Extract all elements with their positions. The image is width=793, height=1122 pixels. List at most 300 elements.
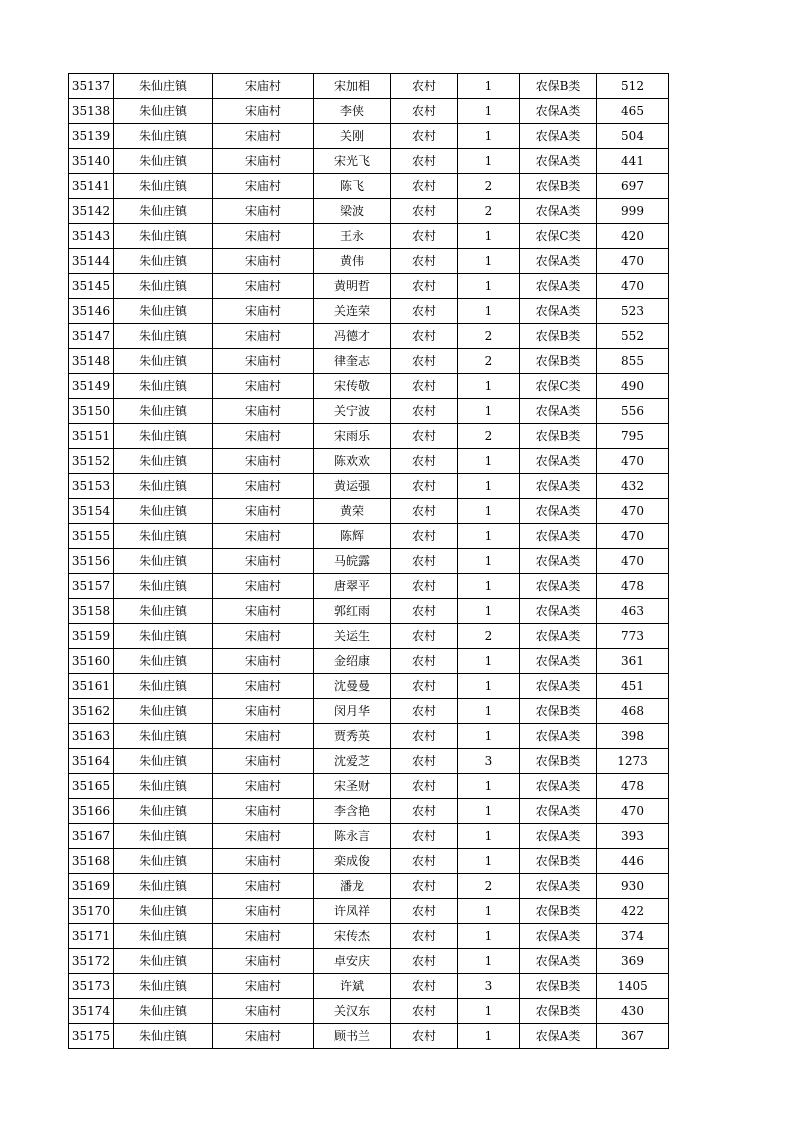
table-row <box>69 924 669 949</box>
table-row <box>69 349 669 374</box>
amount-cell: 451 <box>597 674 669 699</box>
record-id-cell: 35154 <box>69 499 114 524</box>
table-row <box>69 724 669 749</box>
record-id-cell: 35167 <box>69 824 114 849</box>
record-id-cell: 35161 <box>69 674 114 699</box>
table-row <box>69 599 669 624</box>
record-id-cell: 35147 <box>69 324 114 349</box>
town-cell: 朱仙庄镇 <box>114 324 213 349</box>
category-cell: 农保A类 <box>520 924 597 949</box>
amount-cell: 999 <box>597 199 669 224</box>
member-count-cell: 1 <box>458 699 520 724</box>
name-cell: 黄伟 <box>314 249 391 274</box>
village-cell: 宋庙村 <box>213 799 314 824</box>
amount-cell: 446 <box>597 849 669 874</box>
table-row <box>69 249 669 274</box>
household-type-cell: 农村 <box>391 549 458 574</box>
village-cell: 宋庙村 <box>213 1024 314 1049</box>
record-id-cell: 35173 <box>69 974 114 999</box>
record-id-cell: 35153 <box>69 474 114 499</box>
village-cell: 宋庙村 <box>213 249 314 274</box>
name-cell: 郭红雨 <box>314 599 391 624</box>
table-row <box>69 174 669 199</box>
record-id-cell: 35174 <box>69 999 114 1024</box>
household-type-cell: 农村 <box>391 524 458 549</box>
town-cell: 朱仙庄镇 <box>114 649 213 674</box>
name-cell: 关连荣 <box>314 299 391 324</box>
name-cell: 宋圣财 <box>314 774 391 799</box>
amount-cell: 478 <box>597 774 669 799</box>
village-cell: 宋庙村 <box>213 224 314 249</box>
member-count-cell: 1 <box>458 124 520 149</box>
household-type-cell: 农村 <box>391 999 458 1024</box>
record-id-cell: 35164 <box>69 749 114 774</box>
town-cell: 朱仙庄镇 <box>114 799 213 824</box>
town-cell: 朱仙庄镇 <box>114 274 213 299</box>
records-table-body <box>69 74 669 1049</box>
town-cell: 朱仙庄镇 <box>114 549 213 574</box>
record-id-cell: 35140 <box>69 149 114 174</box>
table-row <box>69 649 669 674</box>
town-cell: 朱仙庄镇 <box>114 199 213 224</box>
household-type-cell: 农村 <box>391 699 458 724</box>
household-type-cell: 农村 <box>391 674 458 699</box>
amount-cell: 478 <box>597 574 669 599</box>
village-cell: 宋庙村 <box>213 324 314 349</box>
member-count-cell: 1 <box>458 549 520 574</box>
town-cell: 朱仙庄镇 <box>114 474 213 499</box>
name-cell: 律奎志 <box>314 349 391 374</box>
record-id-cell: 35145 <box>69 274 114 299</box>
household-type-cell: 农村 <box>391 774 458 799</box>
category-cell: 农保B类 <box>520 699 597 724</box>
table-row <box>69 824 669 849</box>
member-count-cell: 1 <box>458 1024 520 1049</box>
household-type-cell: 农村 <box>391 599 458 624</box>
record-id-cell: 35146 <box>69 299 114 324</box>
record-id-cell: 35157 <box>69 574 114 599</box>
name-cell: 陈欢欢 <box>314 449 391 474</box>
name-cell: 黄运强 <box>314 474 391 499</box>
table-row <box>69 774 669 799</box>
name-cell: 黄荣 <box>314 499 391 524</box>
town-cell: 朱仙庄镇 <box>114 974 213 999</box>
town-cell: 朱仙庄镇 <box>114 174 213 199</box>
name-cell: 李含艳 <box>314 799 391 824</box>
table-row <box>69 449 669 474</box>
town-cell: 朱仙庄镇 <box>114 249 213 274</box>
amount-cell: 465 <box>597 99 669 124</box>
member-count-cell: 2 <box>458 874 520 899</box>
town-cell: 朱仙庄镇 <box>114 149 213 174</box>
village-cell: 宋庙村 <box>213 549 314 574</box>
amount-cell: 512 <box>597 74 669 99</box>
record-id-cell: 35142 <box>69 199 114 224</box>
table-row <box>69 874 669 899</box>
amount-cell: 470 <box>597 499 669 524</box>
town-cell: 朱仙庄镇 <box>114 524 213 549</box>
town-cell: 朱仙庄镇 <box>114 574 213 599</box>
table-row <box>69 849 669 874</box>
amount-cell: 470 <box>597 799 669 824</box>
village-cell: 宋庙村 <box>213 374 314 399</box>
category-cell: 农保A类 <box>520 774 597 799</box>
village-cell: 宋庙村 <box>213 949 314 974</box>
category-cell: 农保A类 <box>520 299 597 324</box>
town-cell: 朱仙庄镇 <box>114 349 213 374</box>
name-cell: 许斌 <box>314 974 391 999</box>
town-cell: 朱仙庄镇 <box>114 599 213 624</box>
household-type-cell: 农村 <box>391 499 458 524</box>
category-cell: 农保A类 <box>520 99 597 124</box>
name-cell: 梁波 <box>314 199 391 224</box>
record-id-cell: 35148 <box>69 349 114 374</box>
name-cell: 关汉东 <box>314 999 391 1024</box>
name-cell: 许凤祥 <box>314 899 391 924</box>
village-cell: 宋庙村 <box>213 199 314 224</box>
town-cell: 朱仙庄镇 <box>114 849 213 874</box>
village-cell: 宋庙村 <box>213 849 314 874</box>
record-id-cell: 35160 <box>69 649 114 674</box>
category-cell: 农保A类 <box>520 199 597 224</box>
category-cell: 农保A类 <box>520 549 597 574</box>
village-cell: 宋庙村 <box>213 474 314 499</box>
household-type-cell: 农村 <box>391 349 458 374</box>
amount-cell: 490 <box>597 374 669 399</box>
amount-cell: 463 <box>597 599 669 624</box>
member-count-cell: 1 <box>458 249 520 274</box>
category-cell: 农保A类 <box>520 474 597 499</box>
town-cell: 朱仙庄镇 <box>114 674 213 699</box>
amount-cell: 470 <box>597 524 669 549</box>
table-row <box>69 624 669 649</box>
category-cell: 农保A类 <box>520 649 597 674</box>
category-cell: 农保B类 <box>520 74 597 99</box>
table-row <box>69 549 669 574</box>
category-cell: 农保A类 <box>520 499 597 524</box>
amount-cell: 393 <box>597 824 669 849</box>
table-row <box>69 424 669 449</box>
member-count-cell: 1 <box>458 774 520 799</box>
town-cell: 朱仙庄镇 <box>114 699 213 724</box>
member-count-cell: 1 <box>458 449 520 474</box>
category-cell: 农保B类 <box>520 174 597 199</box>
category-cell: 农保B类 <box>520 324 597 349</box>
member-count-cell: 1 <box>458 574 520 599</box>
category-cell: 农保A类 <box>520 674 597 699</box>
record-id-cell: 35169 <box>69 874 114 899</box>
household-type-cell: 农村 <box>391 974 458 999</box>
record-id-cell: 35143 <box>69 224 114 249</box>
household-type-cell: 农村 <box>391 949 458 974</box>
village-cell: 宋庙村 <box>213 649 314 674</box>
category-cell: 农保B类 <box>520 424 597 449</box>
household-type-cell: 农村 <box>391 374 458 399</box>
amount-cell: 468 <box>597 699 669 724</box>
town-cell: 朱仙庄镇 <box>114 1024 213 1049</box>
amount-cell: 930 <box>597 874 669 899</box>
name-cell: 关运生 <box>314 624 391 649</box>
name-cell: 陈辉 <box>314 524 391 549</box>
category-cell: 农保A类 <box>520 274 597 299</box>
household-type-cell: 农村 <box>391 199 458 224</box>
household-type-cell: 农村 <box>391 324 458 349</box>
amount-cell: 361 <box>597 649 669 674</box>
name-cell: 王永 <box>314 224 391 249</box>
name-cell: 金绍康 <box>314 649 391 674</box>
village-cell: 宋庙村 <box>213 499 314 524</box>
record-id-cell: 35168 <box>69 849 114 874</box>
name-cell: 唐翠平 <box>314 574 391 599</box>
record-id-cell: 35166 <box>69 799 114 824</box>
member-count-cell: 1 <box>458 499 520 524</box>
member-count-cell: 1 <box>458 274 520 299</box>
category-cell: 农保A类 <box>520 124 597 149</box>
name-cell: 栾成俊 <box>314 849 391 874</box>
member-count-cell: 2 <box>458 624 520 649</box>
name-cell: 潘龙 <box>314 874 391 899</box>
name-cell: 马皖露 <box>314 549 391 574</box>
town-cell: 朱仙庄镇 <box>114 374 213 399</box>
table-row <box>69 699 669 724</box>
record-id-cell: 35141 <box>69 174 114 199</box>
table-row <box>69 899 669 924</box>
record-id-cell: 35150 <box>69 399 114 424</box>
member-count-cell: 1 <box>458 799 520 824</box>
household-type-cell: 农村 <box>391 449 458 474</box>
record-id-cell: 35171 <box>69 924 114 949</box>
village-cell: 宋庙村 <box>213 274 314 299</box>
category-cell: 农保B类 <box>520 999 597 1024</box>
record-id-cell: 35172 <box>69 949 114 974</box>
town-cell: 朱仙庄镇 <box>114 449 213 474</box>
table-row <box>69 524 669 549</box>
category-cell: 农保A类 <box>520 874 597 899</box>
household-type-cell: 农村 <box>391 249 458 274</box>
amount-cell: 1273 <box>597 749 669 774</box>
village-cell: 宋庙村 <box>213 74 314 99</box>
name-cell: 陈永言 <box>314 824 391 849</box>
member-count-cell: 1 <box>458 374 520 399</box>
amount-cell: 795 <box>597 424 669 449</box>
member-count-cell: 2 <box>458 424 520 449</box>
village-cell: 宋庙村 <box>213 624 314 649</box>
record-id-cell: 35159 <box>69 624 114 649</box>
amount-cell: 470 <box>597 249 669 274</box>
table-row <box>69 674 669 699</box>
member-count-cell: 3 <box>458 974 520 999</box>
household-type-cell: 农村 <box>391 799 458 824</box>
village-cell: 宋庙村 <box>213 399 314 424</box>
village-cell: 宋庙村 <box>213 99 314 124</box>
category-cell: 农保B类 <box>520 974 597 999</box>
village-cell: 宋庙村 <box>213 424 314 449</box>
name-cell: 宋传敬 <box>314 374 391 399</box>
category-cell: 农保A类 <box>520 799 597 824</box>
town-cell: 朱仙庄镇 <box>114 299 213 324</box>
household-type-cell: 农村 <box>391 149 458 174</box>
amount-cell: 441 <box>597 149 669 174</box>
member-count-cell: 2 <box>458 349 520 374</box>
village-cell: 宋庙村 <box>213 874 314 899</box>
table-row <box>69 324 669 349</box>
table-row <box>69 999 669 1024</box>
record-id-cell: 35158 <box>69 599 114 624</box>
table-row <box>69 949 669 974</box>
record-id-cell: 35149 <box>69 374 114 399</box>
town-cell: 朱仙庄镇 <box>114 724 213 749</box>
record-id-cell: 35151 <box>69 424 114 449</box>
household-type-cell: 农村 <box>391 924 458 949</box>
household-type-cell: 农村 <box>391 399 458 424</box>
member-count-cell: 1 <box>458 849 520 874</box>
category-cell: 农保A类 <box>520 524 597 549</box>
household-type-cell: 农村 <box>391 299 458 324</box>
village-cell: 宋庙村 <box>213 749 314 774</box>
village-cell: 宋庙村 <box>213 774 314 799</box>
name-cell: 宋加相 <box>314 74 391 99</box>
table-row <box>69 224 669 249</box>
household-type-cell: 农村 <box>391 874 458 899</box>
table-row <box>69 124 669 149</box>
village-cell: 宋庙村 <box>213 824 314 849</box>
name-cell: 贾秀英 <box>314 724 391 749</box>
table-row <box>69 274 669 299</box>
household-type-cell: 农村 <box>391 274 458 299</box>
member-count-cell: 1 <box>458 949 520 974</box>
town-cell: 朱仙庄镇 <box>114 824 213 849</box>
member-count-cell: 3 <box>458 749 520 774</box>
amount-cell: 398 <box>597 724 669 749</box>
member-count-cell: 1 <box>458 99 520 124</box>
member-count-cell: 2 <box>458 199 520 224</box>
member-count-cell: 1 <box>458 224 520 249</box>
member-count-cell: 1 <box>458 999 520 1024</box>
name-cell: 关刚 <box>314 124 391 149</box>
member-count-cell: 1 <box>458 474 520 499</box>
town-cell: 朱仙庄镇 <box>114 74 213 99</box>
household-type-cell: 农村 <box>391 74 458 99</box>
household-type-cell: 农村 <box>391 749 458 774</box>
member-count-cell: 1 <box>458 599 520 624</box>
category-cell: 农保A类 <box>520 399 597 424</box>
town-cell: 朱仙庄镇 <box>114 124 213 149</box>
household-type-cell: 农村 <box>391 99 458 124</box>
town-cell: 朱仙庄镇 <box>114 99 213 124</box>
amount-cell: 367 <box>597 1024 669 1049</box>
member-count-cell: 1 <box>458 649 520 674</box>
table-row <box>69 974 669 999</box>
member-count-cell: 1 <box>458 524 520 549</box>
household-type-cell: 农村 <box>391 124 458 149</box>
village-cell: 宋庙村 <box>213 124 314 149</box>
table-row <box>69 499 669 524</box>
category-cell: 农保B类 <box>520 349 597 374</box>
table-row <box>69 299 669 324</box>
amount-cell: 773 <box>597 624 669 649</box>
category-cell: 农保A类 <box>520 574 597 599</box>
name-cell: 顾书兰 <box>314 1024 391 1049</box>
category-cell: 农保A类 <box>520 624 597 649</box>
amount-cell: 552 <box>597 324 669 349</box>
village-cell: 宋庙村 <box>213 449 314 474</box>
record-id-cell: 35137 <box>69 74 114 99</box>
name-cell: 沈爱芝 <box>314 749 391 774</box>
table-row <box>69 399 669 424</box>
member-count-cell: 1 <box>458 399 520 424</box>
town-cell: 朱仙庄镇 <box>114 874 213 899</box>
record-id-cell: 35156 <box>69 549 114 574</box>
member-count-cell: 1 <box>458 674 520 699</box>
category-cell: 农保C类 <box>520 374 597 399</box>
category-cell: 农保A类 <box>520 824 597 849</box>
amount-cell: 1405 <box>597 974 669 999</box>
town-cell: 朱仙庄镇 <box>114 624 213 649</box>
village-cell: 宋庙村 <box>213 299 314 324</box>
amount-cell: 422 <box>597 899 669 924</box>
document-page <box>68 73 668 1049</box>
household-type-cell: 农村 <box>391 474 458 499</box>
town-cell: 朱仙庄镇 <box>114 424 213 449</box>
village-cell: 宋庙村 <box>213 149 314 174</box>
amount-cell: 369 <box>597 949 669 974</box>
household-type-cell: 农村 <box>391 649 458 674</box>
table-row <box>69 374 669 399</box>
amount-cell: 523 <box>597 299 669 324</box>
household-type-cell: 农村 <box>391 849 458 874</box>
household-type-cell: 农村 <box>391 724 458 749</box>
name-cell: 宋雨乐 <box>314 424 391 449</box>
amount-cell: 556 <box>597 399 669 424</box>
amount-cell: 470 <box>597 274 669 299</box>
town-cell: 朱仙庄镇 <box>114 774 213 799</box>
member-count-cell: 1 <box>458 924 520 949</box>
village-cell: 宋庙村 <box>213 899 314 924</box>
name-cell: 关宁波 <box>314 399 391 424</box>
name-cell: 陈飞 <box>314 174 391 199</box>
household-type-cell: 农村 <box>391 1024 458 1049</box>
household-type-cell: 农村 <box>391 224 458 249</box>
table-row <box>69 199 669 224</box>
category-cell: 农保B类 <box>520 899 597 924</box>
table-row <box>69 149 669 174</box>
amount-cell: 855 <box>597 349 669 374</box>
name-cell: 冯德才 <box>314 324 391 349</box>
record-id-cell: 35175 <box>69 1024 114 1049</box>
town-cell: 朱仙庄镇 <box>114 399 213 424</box>
village-cell: 宋庙村 <box>213 599 314 624</box>
household-type-cell: 农村 <box>391 624 458 649</box>
amount-cell: 504 <box>597 124 669 149</box>
village-cell: 宋庙村 <box>213 724 314 749</box>
household-type-cell: 农村 <box>391 424 458 449</box>
amount-cell: 697 <box>597 174 669 199</box>
village-cell: 宋庙村 <box>213 674 314 699</box>
records-table <box>68 73 669 1049</box>
name-cell: 黄明哲 <box>314 274 391 299</box>
table-row <box>69 799 669 824</box>
category-cell: 农保A类 <box>520 449 597 474</box>
record-id-cell: 35170 <box>69 899 114 924</box>
record-id-cell: 35155 <box>69 524 114 549</box>
amount-cell: 430 <box>597 999 669 1024</box>
category-cell: 农保B类 <box>520 849 597 874</box>
household-type-cell: 农村 <box>391 574 458 599</box>
household-type-cell: 农村 <box>391 824 458 849</box>
amount-cell: 374 <box>597 924 669 949</box>
town-cell: 朱仙庄镇 <box>114 949 213 974</box>
household-type-cell: 农村 <box>391 899 458 924</box>
